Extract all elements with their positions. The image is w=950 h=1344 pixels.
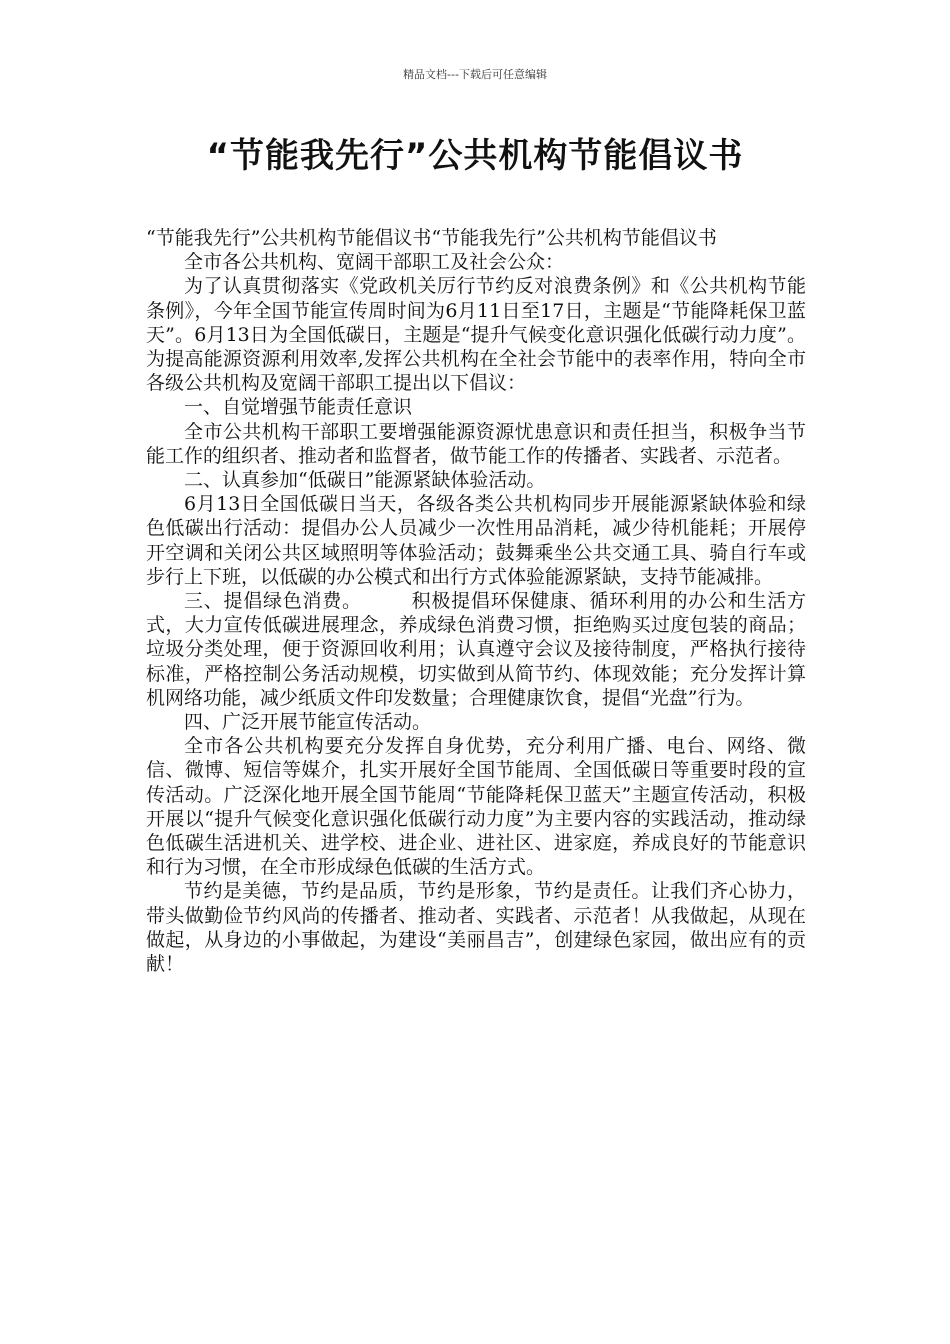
- section-heading-2: 二、认真参加“低碳日”能源紧缺体验活动。: [184, 469, 546, 492]
- paragraph-closing: 节约是美德，节约是品质，节约是形象，节约是责任。让我们齐心协力，带头做勤俭节约风尚的传播者、推动者、实践者、示范者！从我做起，从现在做起，从身边的小事做起，为建设“美丽昌吉”，创建绿色家园，做出应有的贡献！: [146, 880, 806, 976]
- paragraph-title-repeat: “节能我先行”公共机构节能倡议书“节能我先行”公共机构节能倡议书: [146, 227, 717, 249]
- paragraph-section-3: 三、提倡绿色消费。 积极提倡环保健康、循环利用的办公和生活方式，大力宣传低碳进展理念，养成绿色消费习惯，拒绝购买过度包装的商品；垃圾分类处理，便于资源回收利用；认真遵守会议及接待制度，严格执行接待标准，严格控制公务活动规模，切实做到从简节约、体现效能；充分发挥计算机网络功能，减少纸质文件印发数量；合理健康饮食，提倡“光盘”行为。: [146, 590, 806, 709]
- page-header-note: 精品文档---下载后可任意编辑: [403, 68, 547, 81]
- paragraph-salutation: 全市各公共机构、宽阔干部职工及社会公众：: [184, 251, 565, 274]
- paragraph-section-4: 全市各公共机构要充分发挥自身优势，充分利用广播、电台、网络、微信、微博、短信等媒介，扎实开展好全国节能周、全国低碳日等重要时段的宣传活动。广泛深化地开展全国节能周“节能降耗保卫蓝天”主题宣传活动，积极开展以“提升气候变化意识强化低碳行动力度”为主要内容的实践活动，推动绿色低碳生活进机关、进学校、进企业、进社区、进家庭，养成良好的节能意识和行为习惯，在全市形成绿色低碳的生活方式。: [146, 735, 806, 879]
- document-body: [146, 226, 806, 976]
- section-heading-1: 一、自觉增强节能责任意识: [184, 396, 413, 419]
- paragraph-section-1: 全市公共机构干部职工要增强能源资源忧患意识和责任担当，积极争当节能工作的组织者、推动者和监督者，做节能工作的传播者、实践者、示范者。: [146, 420, 806, 467]
- document-title: “节能我先行”公共机构节能倡议书: [206, 136, 744, 176]
- paragraph-intro: 为了认真贯彻落实《党政机关厉行节约反对浪费条例》和《公共机构节能条例》，今年全国节能宣传周时间为6月11日至17日，主题是“节能降耗保卫蓝天”。6月13日为全国低碳日，主题是“提升气候变化意识强化低碳行动力度”。为提高能源资源利用效率,发挥公共机构在全社会节能中的表率作用，特向全市各级公共机构及宽阔干部职工提出以下倡议：: [146, 275, 806, 395]
- paragraph-section-2: 6月13日全国低碳日当天，各级各类公共机构同步开展能源紧缺体验和绿色低碳出行活动：提倡办公人员减少一次性用品消耗，减少待机能耗；开展停开空调和关闭公共区域照明等体验活动；鼓舞乘坐公共交通工具、骑自行车或步行上下班，以低碳的办公模式和出行方式体验能源紧缺，支持节能减排。: [146, 493, 806, 588]
- section-heading-4: 四、广泛开展节能宣传活动。: [184, 711, 432, 734]
